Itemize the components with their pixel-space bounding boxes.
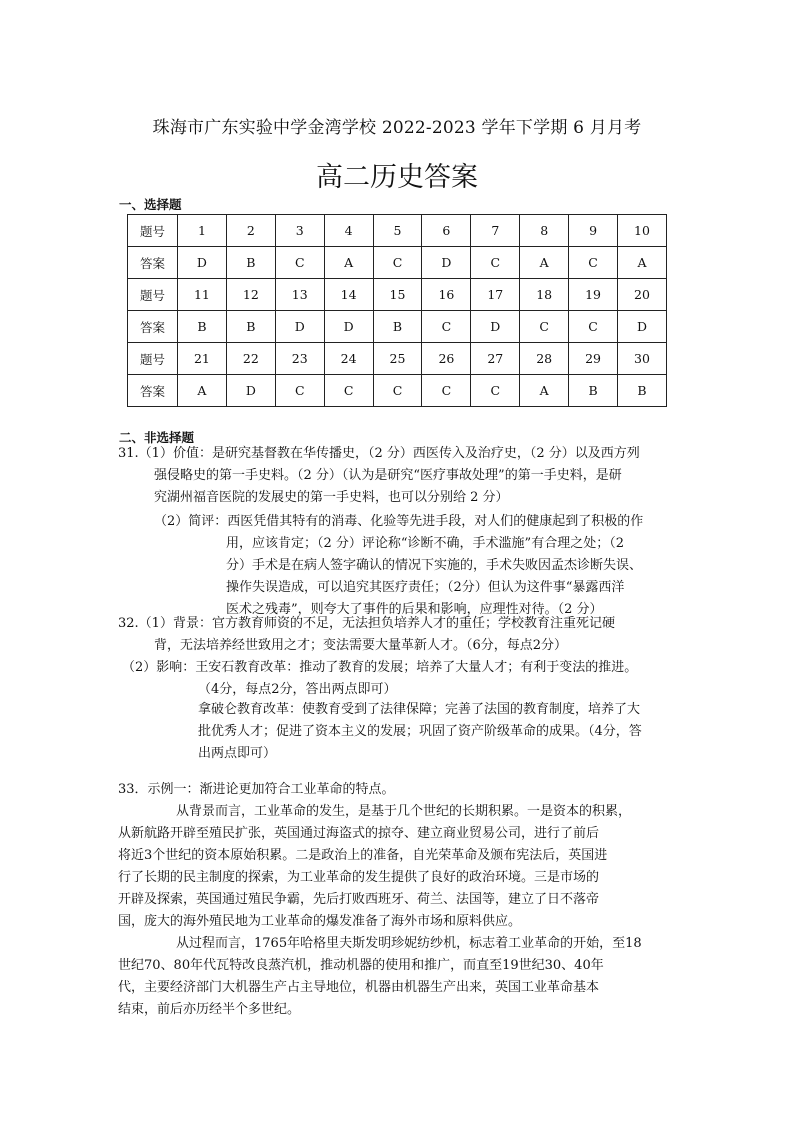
answer-cell: B: [226, 311, 275, 343]
row-label-cell: 题号: [128, 279, 178, 311]
q33-line: 国，庞大的海外殖民地为工业革命的爆发准备了海外市场和原料供应。: [118, 914, 522, 929]
question-number-row: [128, 279, 667, 311]
q33-line: 代，主要经济部门大机器生产占主导地位，机器由机器生产出来，英国工业革命基本: [118, 980, 600, 995]
answer-cell: D: [618, 311, 667, 343]
answer-cell: C: [324, 375, 373, 407]
question-number-cell: 7: [471, 215, 520, 247]
q31-line: 分）手术是在病人签字确认的情况下实施的，手术失败因孟杰诊断失误、: [226, 558, 643, 573]
question-number-cell: 23: [275, 343, 324, 375]
answer-table: [127, 214, 667, 407]
question-number-cell: 16: [422, 279, 471, 311]
q31-line: 操作失误造成，可以追究其医疗责任；（2分）但认为这件事“暴露西洋: [226, 580, 625, 595]
answer-cell: C: [275, 375, 324, 407]
question-number-cell: 6: [422, 215, 471, 247]
question-number-cell: 10: [618, 215, 667, 247]
answer-cell: A: [520, 247, 569, 279]
answer-cell: C: [569, 311, 618, 343]
answer-cell: D: [275, 311, 324, 343]
question-number-cell: 3: [275, 215, 324, 247]
question-number-cell: 1: [178, 215, 227, 247]
answer-cell: B: [618, 375, 667, 407]
answer-cell: D: [422, 247, 471, 279]
section-heading-choice: 一、选择题: [119, 197, 182, 212]
answer-cell: A: [178, 375, 227, 407]
row-label-cell: 题号: [128, 343, 178, 375]
answer-cell: D: [471, 311, 520, 343]
answer-cell: A: [520, 375, 569, 407]
q31-line: 究湖州福音医院的发展史的第一手史料，也可以分别给 2 分）: [154, 490, 509, 505]
q31-line: 用，应该肯定；（2 分）评论称“诊断不确，手术滥施”有合理之处；（2: [226, 536, 624, 551]
answer-row: [128, 247, 667, 279]
q33-line: 33．示例一：渐进论更加符合工业革命的特点。: [118, 782, 395, 797]
question-number-cell: 15: [373, 279, 422, 311]
question-number-cell: 30: [618, 343, 667, 375]
q33-line: 世纪70、80年代瓦特改良蒸汽机，推动机器的使用和推广，而直至19世纪30、40年: [118, 958, 604, 973]
q31-line: （2）简评：西医凭借其特有的消毒、化验等先进手段，对人们的健康起到了积极的作: [154, 514, 644, 529]
q31-line: 医术之残毒”，则夸大了事件的后果和影响，应理性对待。（2 分）: [226, 602, 603, 617]
q33-line: 从过程而言，1765年哈格里夫斯发明珍妮纺纱机，标志着工业革命的开始，至18: [176, 936, 642, 951]
q33-line: 将近3个世纪的资本原始积累。二是政治上的准备，自光荣革命及颁布宪法后，英国进: [118, 848, 608, 863]
answer-cell: C: [422, 311, 471, 343]
q32-line: （4分，每点2分，答出两点即可）: [198, 682, 397, 697]
question-number-cell: 8: [520, 215, 569, 247]
page-title: 高二历史答案: [316, 162, 478, 193]
answer-cell: D: [324, 311, 373, 343]
q33-line: 结束，前后亦历经半个多世纪。: [118, 1002, 301, 1017]
question-number-cell: 17: [471, 279, 520, 311]
question-number-row: [128, 215, 667, 247]
q33-line: 从背景而言，工业革命的发生，是基于几个世纪的长期积累。一是资本的积累，: [176, 804, 632, 819]
answer-cell: B: [373, 311, 422, 343]
question-number-cell: 11: [178, 279, 227, 311]
question-number-cell: 25: [373, 343, 422, 375]
answer-cell: C: [471, 375, 520, 407]
q33-line: 从新航路开辟至殖民扩张，英国通过海盗式的掠夺、建立商业贸易公司，进行了前后: [118, 826, 600, 841]
q31-line: 强侵略史的第一手史料。（2 分）（认为是研究“医疗事故处理”的第一手史料，是研: [154, 468, 622, 483]
q32-line: （2）影响：王安石教育改革：推动了教育的发展；培养了大量人才；有利于变法的推进。: [122, 660, 638, 675]
question-number-cell: 4: [324, 215, 373, 247]
answer-cell: C: [275, 247, 324, 279]
q33-line: 开辟及探索，英国通过殖民争霸，先后打败西班牙、荷兰、法国等，建立了日不落帝: [118, 892, 600, 907]
answer-cell: C: [373, 247, 422, 279]
question-number-cell: 24: [324, 343, 373, 375]
question-number-cell: 14: [324, 279, 373, 311]
q32-line: 出两点即可）: [198, 746, 277, 761]
question-number-cell: 20: [618, 279, 667, 311]
question-number-row: [128, 343, 667, 375]
question-number-cell: 18: [520, 279, 569, 311]
question-number-cell: 13: [275, 279, 324, 311]
answer-cell: A: [618, 247, 667, 279]
question-number-cell: 12: [226, 279, 275, 311]
answer-cell: C: [520, 311, 569, 343]
question-number-cell: 21: [178, 343, 227, 375]
section-heading-nonchoice: 二、非选择题: [119, 430, 195, 445]
row-label-cell: 答案: [128, 311, 178, 343]
answer-cell: C: [569, 247, 618, 279]
question-number-cell: 28: [520, 343, 569, 375]
row-label-cell: 答案: [128, 375, 178, 407]
question-number-cell: 29: [569, 343, 618, 375]
q32-line: 背，无法培养经世致用之才；变法需要大量革新人才。（6分，每点2分）: [154, 638, 568, 653]
answer-cell: B: [178, 311, 227, 343]
question-number-cell: 19: [569, 279, 618, 311]
answer-row: [128, 375, 667, 407]
answer-row: [128, 311, 667, 343]
q32-line: 32.（1）背景：官方教育师资的不足，无法担负培养人才的重任；学校教育注重死记硬: [118, 616, 615, 631]
answer-cell: D: [226, 375, 275, 407]
answer-cell: D: [178, 247, 227, 279]
row-label-cell: 答案: [128, 247, 178, 279]
question-number-cell: 5: [373, 215, 422, 247]
q32-line: 拿破仑教育改革：使教育受到了法律保障；完善了法国的教育制度，培养了大: [198, 702, 641, 717]
q33-line: 行了长期的民主制度的探索，为工业革命的发生提供了良好的政治环境。三是市场的: [118, 870, 600, 885]
question-number-cell: 9: [569, 215, 618, 247]
school-exam-title: 珠海市广东实验中学金湾学校 2022-2023 学年下学期 6 月月考: [152, 118, 642, 138]
question-number-cell: 26: [422, 343, 471, 375]
question-number-cell: 22: [226, 343, 275, 375]
answer-cell: B: [569, 375, 618, 407]
row-label-cell: 题号: [128, 215, 178, 247]
answer-cell: C: [471, 247, 520, 279]
answer-cell: C: [373, 375, 422, 407]
question-number-cell: 2: [226, 215, 275, 247]
q32-line: 批优秀人才；促进了资本主义的发展；巩固了资产阶级革命的成果。（4分，答: [198, 724, 642, 739]
question-number-cell: 27: [471, 343, 520, 375]
q31-line: 31.（1）价值：是研究基督教在华传播史，（2 分）西医传入及治疗史，（2 分）以及西方列: [118, 446, 640, 461]
answer-cell: A: [324, 247, 373, 279]
answer-cell: B: [226, 247, 275, 279]
answer-cell: C: [422, 375, 471, 407]
